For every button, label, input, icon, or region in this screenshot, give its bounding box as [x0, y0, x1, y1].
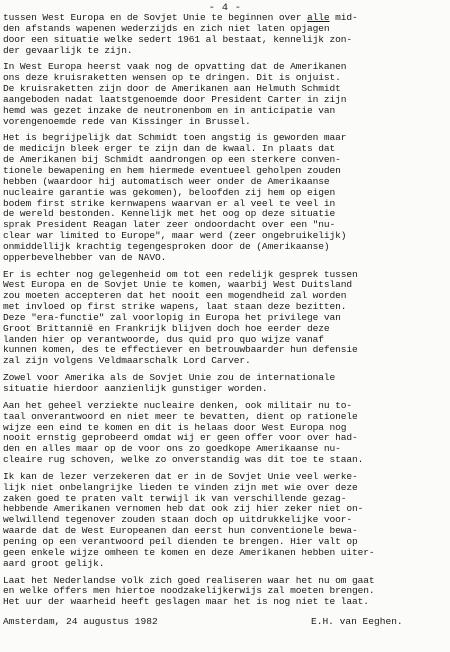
text-segment: der gevaarlijk te zijn. — [3, 44, 133, 56]
text-segment: tussen West Europa en de Sovjet Unie te beginnen over — [3, 12, 307, 23]
paragraph — [3, 270, 447, 368]
text-segment: mid- — [329, 12, 358, 23]
paragraph — [3, 62, 447, 127]
text-segment: kunnen komen, des te effectiever en betrouwbaarder hun defensie — [3, 344, 358, 356]
text-segment: geen enkele wijze omheen te komen en deze Amerikanen hebben uiter- — [3, 546, 375, 558]
text-segment: pening op een verantwoord peil dienden te brengen. Hier valt op — [3, 535, 358, 547]
text-segment: waarde dat de West Europeanen dan eerst hun conventionele bewa- — [3, 525, 358, 537]
text-segment: landen hier op verantwoorde, dus quid pro quo wijze vanaf — [3, 333, 324, 345]
text-segment: Het is begrijpelijk dat Schmidt toen angstig is geworden maar — [3, 132, 347, 144]
underlined-word: alle — [306, 12, 330, 23]
text-segment: hemd was gezet inzake de neutronenbom en in anticipatie van — [3, 104, 336, 116]
text-segment: met invloed op first strike wapens, laat staan deze bezitten. — [3, 301, 347, 313]
text-segment: situatie hierdoor aanzienlijk gunstiger worden. — [3, 383, 268, 394]
text-line — [3, 455, 447, 466]
text-segment: Ik kan de lezer verzekeren dat er in de Sovjet Unie veel werke- — [3, 470, 358, 482]
text-segment: aard groot gelijk. — [3, 557, 105, 569]
text-segment: In West Europa heerst vaak nog de opvatting dat de Amerikanen — [3, 61, 347, 73]
text-segment: bodem first strike kernwapens waarvan er al veel te veel in — [3, 197, 336, 209]
text-segment: lijk niet onbelangrijke lieden te vinden zijn met wie over deze — [3, 481, 358, 493]
paragraph — [3, 472, 447, 570]
text-segment: clear war limited to Europe", maar werd (zeer ongebruikelijk) — [3, 230, 347, 242]
page-number: - 4 - — [208, 2, 242, 14]
text-segment: en welke offers men hiertoe noodzakelijkerwijs zal moeten brengen. — [3, 585, 375, 597]
paragraph — [3, 401, 447, 466]
text-segment: zou moeten accepteren dat het nooit een mogendheid zal worden — [3, 290, 347, 302]
text-segment: Zowel voor Amerika als de Sovjet Unie zou de internationale — [3, 372, 336, 384]
text-segment: zaken goed te praten valt terwijl ik van verschillende gezag- — [3, 492, 347, 504]
text-segment: de Amerikanen bij Schmidt aandrongen op een sterkere conven- — [3, 154, 341, 166]
text-segment: Aan het geheel verziekte nucleaire denken, ook militair nu to- — [3, 399, 353, 411]
text-line — [3, 253, 447, 264]
text-segment: onmiddellijk krachtig tegengesproken door de (Amerikaanse) — [3, 240, 330, 252]
text-segment: hebbende Amerikanen vernomen heb dat ook zij hier zeker niet on- — [3, 503, 364, 515]
text-line — [3, 356, 447, 367]
text-segment: den en alles maar op de voor ons zo goedkope Amerikaanse nu- — [3, 443, 341, 455]
text-line — [3, 559, 447, 570]
place-and-date: Amsterdam, 24 augustus 1982 — [3, 616, 158, 628]
text-segment: Laat het Nederlandse volk zich goed realiseren waar het nu om gaat — [3, 574, 375, 586]
text-segment: Er is echter nog gelegenheid om tot een redelijk gesprek tussen — [3, 268, 358, 280]
paragraph — [3, 13, 447, 56]
text-segment: vorengenoemde rede van Kissinger in Brussel. — [3, 115, 251, 127]
text-line — [3, 597, 447, 608]
text-segment: de wereld bestonden. Kennelijk met het oog op deze situatie — [3, 208, 336, 220]
signature-line — [3, 616, 447, 628]
text-segment: de medicijn blееk erger te zijn dan de kwaal. In plaats dat — [3, 143, 336, 155]
text-segment: West Europa en de Sovjet Unie te komen, waarbij West Duitsland — [3, 279, 353, 291]
text-segment: Groot Brittanniё en Frankrijk blijven doch hoe eerder deze — [3, 322, 330, 334]
text-segment: nucleaire garantie was gekomen), beloofden zij hem op eigen — [3, 186, 336, 198]
text-segment: De kruisraketten zijn door de Amerikanen aan Helmuth Schmidt — [3, 83, 341, 95]
text-segment: taal onverantwoord en niet meer te bevatten, dient op rationele — [3, 410, 358, 422]
text-segment: cleaire rug schoven, welke zo onverstandig was dit toe te staan. — [3, 454, 364, 466]
text-segment: nooit ernstig geprobeerd omdat wij er geen offer voor over had- — [3, 432, 358, 444]
paragraph — [3, 576, 447, 609]
text-segment: wijze een eind te komen en dit is helaas door West Europa nog — [3, 421, 347, 433]
text-segment: welwillend tegenover zouden staan doch op uitdrukkelijke voor- — [3, 514, 353, 526]
paragraph — [3, 373, 447, 395]
text-segment: opperbevelhebber van de NAVO. — [3, 251, 167, 263]
text-line — [3, 117, 447, 128]
text-segment: den afstands wapenen wederzijds en zich niet laten opjagen — [3, 22, 330, 34]
author-name: E.H. van Eeghen. — [311, 616, 403, 628]
text-segment: Het uur der waarheid heeft geslagen maar het is nog niet te laat. — [3, 596, 369, 608]
text-segment: tionele bewapening en hem hiermede eventueel geholpen zouden — [3, 164, 341, 176]
text-line — [3, 384, 447, 395]
text-segment: door een situatie welke sedert 1961 al bestaat, kennelijk zon- — [3, 33, 353, 45]
text-segment: hebben (waardoor hij automatisch weer onder de Amerikaanse — [3, 175, 330, 187]
letter-body — [3, 13, 447, 628]
text-segment: aangeboden nadat laatstgenoemde door President Carter in zijn — [3, 93, 347, 105]
paragraph — [3, 133, 447, 263]
text-line — [3, 46, 447, 57]
text-segment: sprak President Reagan later zeer ondoordacht over een "nu- — [3, 219, 336, 231]
text-segment: Deze "era-functie" zal voorlopig in Europa het privilege van — [3, 311, 341, 323]
text-segment: ons deze kruisraketten wensen op te dringen. Dit is onjuist. — [3, 72, 341, 84]
text-segment: zal zijn volgens Veldmaarschalk Lord Carver. — [3, 355, 251, 367]
